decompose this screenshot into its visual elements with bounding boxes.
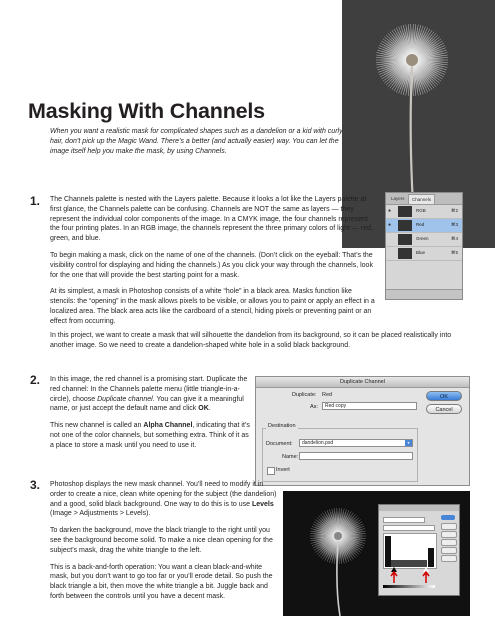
chevron-down-icon[interactable]: ▾: [405, 440, 412, 446]
duplicate-channel-dialog: [255, 376, 470, 486]
channel-name: RGB: [416, 208, 426, 213]
channel-name: Blue: [416, 250, 426, 255]
channel-row-red[interactable]: [386, 219, 462, 233]
step-2-number: 2.: [30, 373, 41, 387]
channel-shortcut: ⌘4: [450, 236, 458, 241]
palette-tabs: [386, 193, 462, 205]
channel-thumbnail: [398, 206, 412, 217]
step-1-paragraph: In this project, we want to create a mask that will silhouette the dandelion from its background, so it can be placed realistically into another image. So we need to create a dandelion-shaped white hole in a solid black background.: [50, 332, 452, 349]
step-2-paragraph: This new channel is called an Alpha Channel, indicating that it’s not one of the color channels, but something extra. Think of it as a place to store a mask until you need to use it.: [50, 422, 250, 449]
step-1-paragraph: At its simplest, a mask in Photoshop consists of a white “hole” in a black area. Masks function like stencils: the “opening” in the mask allows pixels to be visible, or allows you to paint or apply an effect in a localized area. The black area acts like the cardboard of a stencil, hiding pixels or preventing paint or an effect from occurring.: [50, 288, 375, 325]
ok-button[interactable]: OK: [426, 391, 462, 401]
tab-channels[interactable]: Channels: [408, 194, 435, 204]
channel-row-blue[interactable]: [386, 247, 462, 261]
channel-thumbnail: [398, 248, 412, 259]
channel-thumbnail: [398, 220, 412, 231]
palette-footer: [386, 289, 462, 299]
as-input[interactable]: Red copy: [322, 402, 417, 410]
step-1-text: [50, 195, 375, 334]
step-1-number: 1.: [30, 194, 41, 208]
destination-label: Destination: [268, 423, 296, 429]
options-button[interactable]: [441, 555, 457, 562]
name-input[interactable]: [299, 452, 413, 460]
document-label: Document:: [266, 441, 293, 447]
duplicate-value: Red: [322, 392, 333, 398]
levels-mask-screenshot: [283, 491, 470, 616]
channel-shortcut: ⌘5: [450, 250, 458, 255]
step-1-paragraph: The Channels palette is nested with the Layers palette. Because it looks a lot like the Layers palette at first glance, the Channels palette can be confusing. Channels are NOT the same as layers — they represent the individual color components of the image. In a CMYK image, the four channels represent the four printing plates. In an RGB image, the channels represent the three primary colors of light — red, green, and blue.: [50, 196, 373, 243]
step-2-text: [50, 375, 250, 458]
step-3-text: [50, 480, 278, 609]
channel-name: Green: [416, 236, 429, 241]
step-3-paragraph: Photoshop displays the new mask channel. You’ll need to modify it in order to create a nice, clean white opening for the subject (the dandelion) and a good, solid black background. One way to do this is to use Levels (Image > Adjustments > Levels).: [50, 481, 277, 518]
output-levels-bar: [383, 585, 435, 588]
step-3-number: 3.: [30, 478, 41, 492]
step-3-paragraph: To darken the background, move the black triangle to the right until you see the background become solid. To make a nice clean opening for the subject’s mask, drag the white triangle to the left.: [50, 527, 273, 554]
cancel-button[interactable]: Cancel: [426, 404, 462, 414]
load-button[interactable]: [441, 531, 457, 538]
levels-dialog: [378, 504, 460, 596]
name-label: Name:: [282, 454, 299, 460]
as-label: As:: [310, 404, 318, 410]
step-2-paragraph: In this image, the red channel is a promising start. Duplicate the red channel: In the Channels palette menu (little triangle-in-a-circle), choose Duplicate channel. You can give it a meaningful name, or just accept the default name and click OK.: [50, 376, 248, 413]
auto-button[interactable]: [441, 547, 457, 554]
cancel-button[interactable]: [441, 523, 457, 530]
channel-thumbnail: [398, 234, 412, 245]
step-3-paragraph: This is a back-and-forth operation: You want a clean black-and-white mask, but you don’t want to go too far or you’ll erode detail. So push the black triangle a bit, then move the white triangle a bit. Juggle back and forth between the controls until you have a decent mask.: [50, 563, 273, 600]
eye-icon[interactable]: ●: [388, 222, 392, 228]
ok-button[interactable]: [441, 515, 455, 520]
invert-checkbox[interactable]: [267, 467, 275, 475]
intro-paragraph: When you want a realistic mask for complicated shapes such as a dandelion or a kid with curly hair, don’t pick up the Magic Wand. There’s a better (and actually easier) way. You can let the image itself help you make the mask, by using Channels.: [50, 128, 343, 155]
save-button[interactable]: [441, 539, 457, 546]
document-select[interactable]: dandelion.psd ▾: [299, 439, 413, 447]
channel-name: Red: [416, 222, 425, 227]
channel-row-green[interactable]: [386, 233, 462, 247]
step-1-paragraph-wide: [50, 331, 475, 358]
invert-label: Invert: [276, 467, 290, 473]
channel-row-rgb[interactable]: [386, 205, 462, 219]
channel-shortcut: ⌘3: [450, 222, 458, 227]
tab-layers[interactable]: Layers: [391, 196, 405, 201]
step-1-paragraph: To begin making a mask, click on the name of one of the channels. (Don’t click on the eyeball: That’s the visibility control for displaying and hiding the channels.) As you click your way through the channels, look for the one that will provide the best starting point for a mask.: [50, 251, 373, 279]
eye-icon[interactable]: ●: [388, 208, 392, 214]
dialog-title: Duplicate Channel: [256, 377, 469, 388]
channel-shortcut: ⌘2: [450, 208, 458, 213]
page-title: Masking With Channels: [28, 99, 265, 123]
channels-palette: [385, 192, 463, 300]
duplicate-label: Duplicate:: [292, 392, 317, 398]
